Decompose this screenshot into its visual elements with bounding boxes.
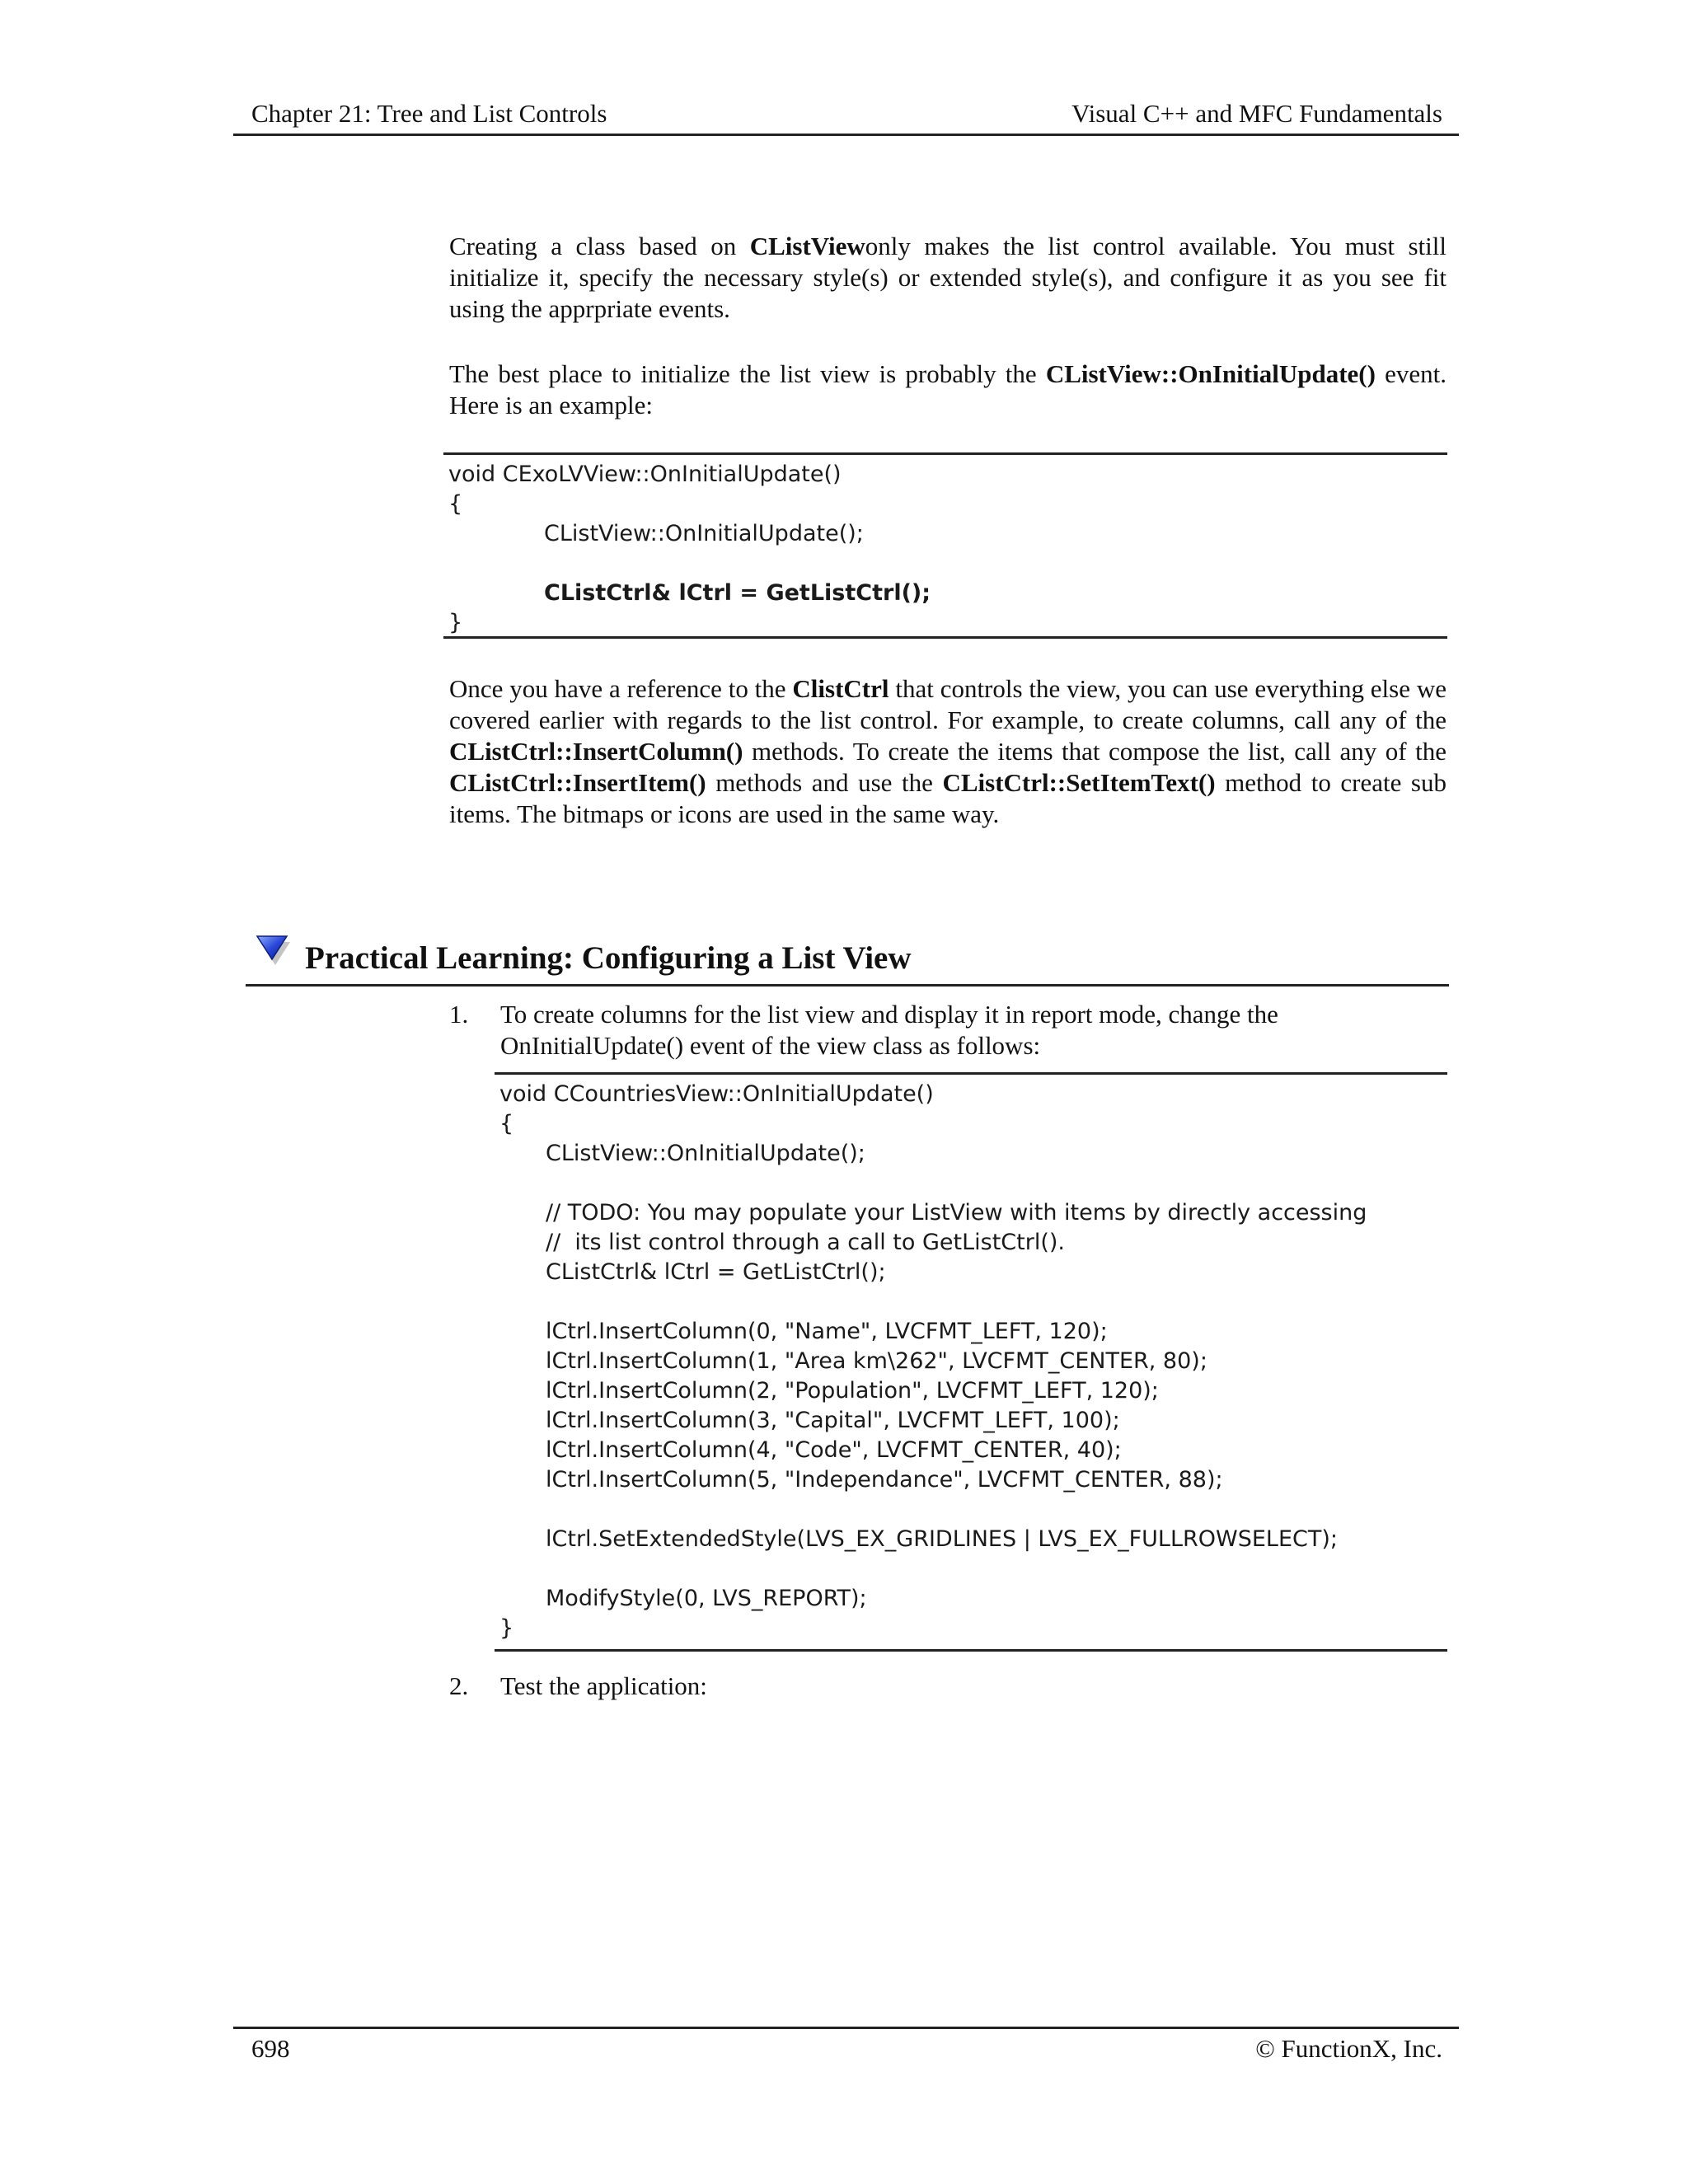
paragraph-reference xyxy=(449,673,1447,830)
paragraph-initialize xyxy=(449,359,1447,421)
para3-text-b: that controls the view, you can use everything else we covered earlier with regards to the list control. For example, to create columns, call any of the xyxy=(449,674,1447,734)
step-number: 2. xyxy=(449,1671,469,1700)
code-line: lCtrl.InsertColumn(3, "Capital", LVCFMT_LEFT, 100); xyxy=(546,1408,1120,1433)
code-blank-line xyxy=(495,1287,1447,1317)
code-line: lCtrl.InsertColumn(2, "Population", LVCFMT_LEFT, 120); xyxy=(546,1378,1159,1404)
para3-bold-insertcolumn: CListCtrl::InsertColumn() xyxy=(449,737,743,766)
code-line: CListView::OnInitialUpdate(); xyxy=(544,521,864,546)
code-line: } xyxy=(499,1615,514,1641)
para1-text-a: Creating a class based on xyxy=(449,232,750,260)
code-line: lCtrl.InsertColumn(1, "Area km\262", LVCFMT_CENTER, 80); xyxy=(546,1348,1207,1374)
code-line: void CExoLVView::OnInitialUpdate() xyxy=(448,462,842,487)
copyright: © FunctionX, Inc. xyxy=(1255,2034,1442,2063)
code-blank-line xyxy=(495,1554,1447,1584)
code-line: ModifyStyle(0, LVS_REPORT); xyxy=(546,1586,867,1611)
running-footer xyxy=(233,2027,1459,2069)
code-block-countries xyxy=(495,1072,1447,1652)
para3-text-c: methods. To create the items that compose the list, call any of the xyxy=(743,737,1447,766)
code-line: lCtrl.InsertColumn(0, "Name", LVCFMT_LEFT, 120); xyxy=(546,1319,1108,1344)
book-title: Visual C++ and MFC Fundamentals xyxy=(1071,99,1442,128)
code-line: // its list control through a call to GetListCtrl(). xyxy=(546,1230,1065,1255)
code-line: lCtrl.InsertColumn(4, "Code", LVCFMT_CENTER, 40); xyxy=(546,1437,1122,1463)
para3-text-a: Once you have a reference to the xyxy=(449,674,793,703)
code-blank-line xyxy=(443,549,1447,579)
code-line: CListView::OnInitialUpdate(); xyxy=(546,1141,865,1166)
code-line: lCtrl.SetExtendedStyle(LVS_EX_GRIDLINES | LVS_EX_FULLROWSELECT); xyxy=(546,1526,1338,1552)
code-line: lCtrl.InsertColumn(5, "Independance", LVCFMT_CENTER, 88); xyxy=(546,1467,1223,1493)
code-blank-line xyxy=(495,1169,1447,1198)
section-title: Practical Learning: Configuring a List View xyxy=(305,940,912,976)
para1-bold-clistview: CListView xyxy=(749,232,865,260)
page-number: 698 xyxy=(251,2034,290,2063)
code-line: { xyxy=(499,1111,514,1137)
code-line: { xyxy=(448,491,463,517)
para2-text-b: event. Here is an example: xyxy=(449,359,1447,419)
para3-bold-clistctrl: ClistCtrl xyxy=(792,674,889,703)
chapter-title: Chapter 21: Tree and List Controls xyxy=(251,99,607,128)
para2-bold-oninitialupdate: CListView::OnInitialUpdate() xyxy=(1045,359,1376,388)
para3-bold-insertitem: CListCtrl::InsertItem() xyxy=(449,768,706,797)
step-instruction: Test the application: xyxy=(500,1671,707,1700)
paragraph-intro xyxy=(449,231,1447,325)
code-line: } xyxy=(448,610,463,635)
step-number: 1. xyxy=(449,1000,469,1029)
code-line: // TODO: You may populate your ListView with items by directly accessing xyxy=(546,1200,1367,1226)
para3-text-e: method to create sub items. The bitmaps or icons are used in the same way. xyxy=(449,768,1447,828)
blue-triangle-icon xyxy=(254,930,292,968)
step-instruction: To create columns for the list view and display it in report mode, change the OnInitialUpdate() event of the view class as follows: xyxy=(500,1000,1278,1060)
code-line: CListCtrl& lCtrl = GetListCtrl(); xyxy=(546,1259,886,1285)
para2-text-a: The best place to initialize the list view is probably the xyxy=(449,359,1046,388)
para3-bold-setitemtext: CListCtrl::SetItemText() xyxy=(942,768,1216,797)
code-block-example xyxy=(443,452,1447,639)
code-blank-line xyxy=(495,1495,1447,1525)
para1-text-b: only makes the list control available. You must still initialize it, specify the necessary style(s) or extended style(s), and configure it as you see fit using the apprpriate events. xyxy=(449,232,1447,323)
code-line: CListCtrl& lCtrl = GetListCtrl(); xyxy=(544,580,931,606)
para3-text-d: methods and use the xyxy=(706,768,943,797)
section-heading xyxy=(246,921,1449,987)
running-header xyxy=(233,97,1459,136)
code-line: void CCountriesView::OnInitialUpdate() xyxy=(499,1081,934,1107)
